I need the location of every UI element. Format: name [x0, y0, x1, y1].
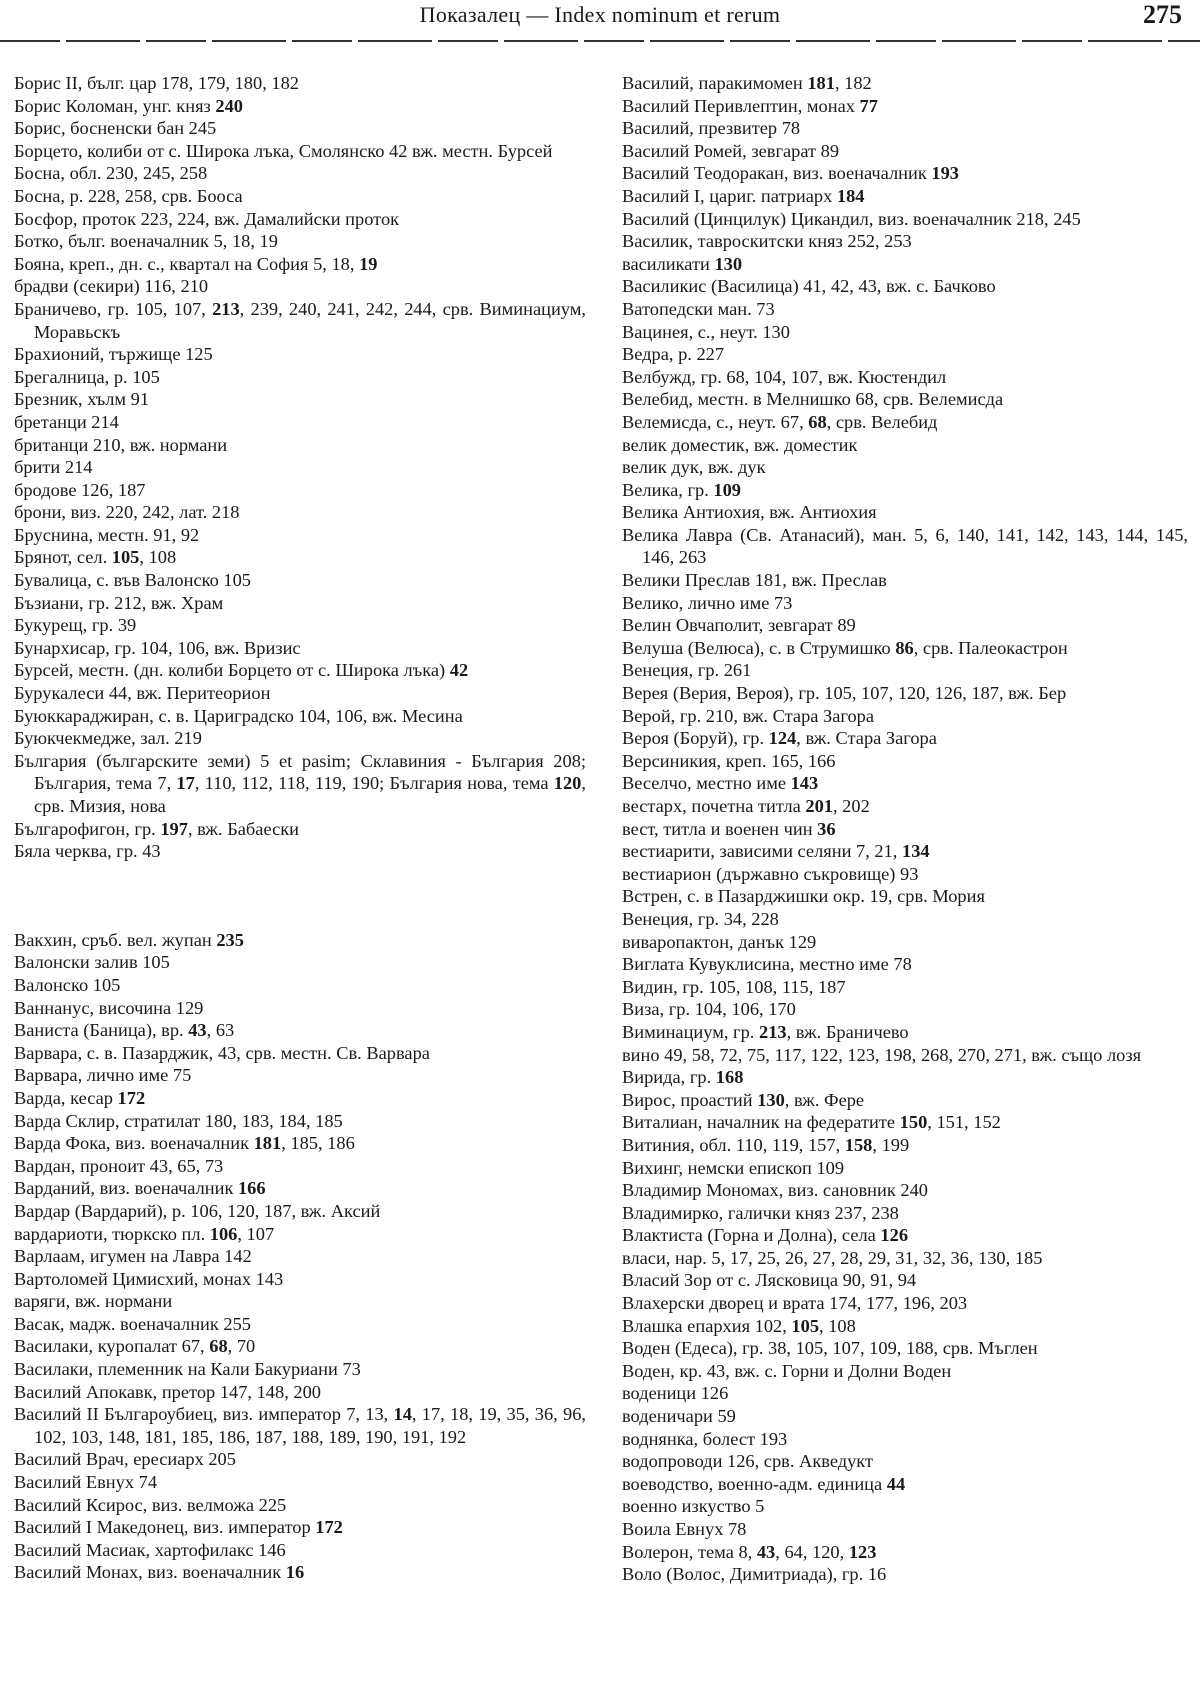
index-entry: Виталиан, началник на федератите 150, 151, 152 — [622, 1112, 1001, 1133]
index-entry: Велика Лавра (Св. Атанасий), ман. 5, 6, 140, 141, 142, 143, 144, 145, 146, 263 — [622, 524, 1188, 568]
index-entry: Ватопедски ман. 73 — [622, 298, 775, 319]
index-entry: воднянка, болест 193 — [622, 1428, 788, 1449]
index-entry: Вирида, гр. 168 — [622, 1067, 744, 1088]
index-entry: Буюкчекмедже, зал. 219 — [14, 728, 202, 749]
index-entry: вардариоти, тюркско пл. 106, 107 — [14, 1223, 275, 1244]
index-entry: Бяла черква, гр. 43 — [14, 841, 161, 862]
index-entry: България (българските земи) 5 et pasim; Склавиния - България 208; България, тема 7, 17, 110, 112, 118, 119, 190; България нова, тема 120, срв. Мизия, нова — [14, 750, 586, 816]
index-entry: Василий Ромей, зевгарат 89 — [622, 140, 840, 161]
index-entry: Вардар (Вардарий), р. 106, 120, 187, вж. Аксий — [14, 1200, 381, 1221]
index-entry: Василий Монах, виз. военачалник 16 — [14, 1562, 305, 1583]
index-entry: Василий I Македонец, виз. император 172 — [14, 1517, 343, 1538]
index-entry: василикати 130 — [622, 253, 743, 274]
index-entry: Брахионий, тържище 125 — [14, 344, 213, 365]
index-entry: Варда Склир, стратилат 180, 183, 184, 185 — [14, 1110, 343, 1131]
index-entry: Българофигон, гр. 197, вж. Бабаески — [14, 818, 300, 839]
index-entry: Варвара, с. в. Пазарджик, 43, срв. местн. Св. Варвара — [14, 1042, 430, 1063]
index-entry: Владимирко, галички княз 237, 238 — [622, 1202, 899, 1223]
index-entry: Бурукалеси 44, вж. Перитеорион — [14, 683, 271, 704]
index-section-v — [14, 929, 586, 1584]
index-entry: Вероя (Боруй), гр. 124, вж. Стара Загора — [622, 728, 937, 749]
index-entry: Велемисда, с., неут. 67, 68, срв. Велебид — [622, 411, 938, 432]
index-entry: Ваниста (Баница), вр. 43, 63 — [14, 1020, 235, 1041]
index-entry: брити 214 — [14, 457, 93, 478]
index-entry: Видин, гр. 105, 108, 115, 187 — [622, 976, 846, 997]
index-entry: Вардан, проноит 43, 65, 73 — [14, 1155, 224, 1176]
index-entry: Владимир Мономах, виз. сановник 240 — [622, 1180, 928, 1201]
index-entry: Василий, презвитер 78 — [622, 118, 801, 139]
index-entry: Воила Евнух 78 — [622, 1519, 747, 1539]
index-entry: виваропактон, данък 129 — [622, 931, 817, 952]
index-entry: вестиарити, зависими селяни 7, 21, 134 — [622, 841, 930, 862]
index-entry: вино 49, 58, 72, 75, 117, 122, 123, 198, 268, 270, 271, вж. също лозя — [622, 1044, 1142, 1065]
index-entry: Василий (Цинцилук) Цикандил, виз. военачалник 218, 245 — [622, 208, 1081, 229]
index-entry: Брегалница, р. 105 — [14, 366, 160, 387]
index-entry: Борцето, колиби от с. Широка лъка, Смолянско 42 вж. местн. Бурсей — [14, 140, 553, 161]
index-entry: Василий Евнух 74 — [14, 1472, 158, 1493]
index-entry: Влактиста (Горна и Долна), села 126 — [622, 1225, 909, 1246]
index-entry: Воден (Едеса), гр. 38, 105, 107, 109, 188, срв. Мъглен — [622, 1338, 1038, 1359]
index-entry: Василаки, куропалат 67, 68, 70 — [14, 1336, 256, 1357]
index-entry: Борис Коломан, унг. княз 240 — [14, 95, 243, 116]
index-entry: водопроводи 126, срв. Акведукт — [622, 1451, 874, 1472]
index-entry: Вирос, проастий 130, вж. Фере — [622, 1089, 865, 1110]
running-head: Показалец — Index nominum et rerum — [419, 2, 781, 27]
index-entry: велик дук, вж. дук — [622, 457, 766, 478]
index-entry: Букурещ, гр. 39 — [14, 615, 137, 636]
index-entry: Велика, гр. 109 — [622, 479, 741, 500]
index-entry: Буюккараджиран, с. в. Цариградско 104, 106, вж. Месина — [14, 705, 463, 726]
index-entry: Влахерски дворец и врата 174, 177, 196, 203 — [622, 1293, 968, 1314]
index-entry: Василикис (Василица) 41, 42, 43, вж. с. Бачково — [622, 276, 996, 297]
index-entry: Вацинея, с., неут. 130 — [622, 321, 790, 342]
index-entry: Варданий, виз. военачалник 166 — [14, 1178, 266, 1199]
index-entry: бретанци 214 — [14, 411, 119, 432]
index-entry: Воден, кр. 43, вж. с. Горни и Долни Воден — [622, 1360, 952, 1381]
header-rule — [0, 40, 1200, 42]
index-entry: Босна, р. 228, 258, срв. Бооса — [14, 185, 243, 206]
index-entry: Велика Антиохия, вж. Антиохия — [622, 502, 877, 523]
index-entry: Босфор, проток 223, 224, вж. Дамалийски проток — [14, 208, 400, 229]
index-entry: Брянот, сел. 105, 108 — [14, 547, 177, 568]
index-entry: Бруснина, местн. 91, 92 — [14, 524, 200, 545]
index-entry: Вакхин, сръб. вел. жупан 235 — [14, 929, 244, 950]
index-entry: военно изкуство 5 — [622, 1496, 765, 1517]
index-entry: Воло (Волос, Димитриада), гр. 16 — [622, 1564, 887, 1585]
index-entry: вест, титла и военен чин 36 — [622, 818, 836, 839]
index-entry: Венеция, гр. 34, 228 — [622, 908, 779, 929]
index-entry: Василий II Българоубиец, виз. император 7, 13, 14, 17, 18, 19, 35, 36, 96, 102, 103, 148, 181, 185, 186, 187, 188, 189, 190, 191, 192 — [14, 1404, 586, 1447]
index-entry: Витиния, обл. 110, 119, 157, 158, 199 — [622, 1134, 910, 1155]
index-entry: Влашка епархия 102, 105, 108 — [622, 1315, 856, 1336]
index-entry: Василик, тавроскитски княз 252, 253 — [622, 231, 912, 252]
index-entry: Василий Теодоракан, виз. военачалник 193 — [622, 163, 959, 184]
index-entry: Бунархисар, гр. 104, 106, вж. Вризис — [14, 637, 301, 658]
index-entry: Ботко, бълг. военачалник 5, 18, 19 — [14, 231, 278, 252]
index-entry: вестарх, почетна титла 201, 202 — [622, 796, 870, 816]
index-entry: варяги, вж. нормани — [14, 1291, 173, 1312]
index-entry: Варлаам, игумен на Лавра 142 — [14, 1246, 252, 1267]
index-entry: Васак, мадж. военачалник 255 — [14, 1313, 252, 1334]
index-entry: Босна, обл. 230, 245, 258 — [14, 163, 208, 184]
index-entry: бродове 126, 187 — [14, 479, 146, 500]
index-entry: Брезник, хълм 91 — [14, 389, 150, 410]
index-entry: Власий Зор от с. Лясковица 90, 91, 94 — [622, 1270, 917, 1291]
index-entry: Велуша (Велюса), с. в Струмишко 86, срв. Палеокастрон — [622, 637, 1068, 658]
index-entry: Версиникия, креп. 165, 166 — [622, 750, 836, 771]
index-entry: Виминациум, гр. 213, вж. Браничево — [622, 1021, 909, 1042]
index-entry: Валонски залив 105 — [14, 952, 170, 973]
index-entry: власи, нар. 5, 17, 25, 26, 27, 28, 29, 31, 32, 36, 130, 185 — [622, 1247, 1043, 1268]
index-entry: Борис II, бълг. цар 178, 179, 180, 182 — [14, 73, 299, 93]
section-gap — [14, 863, 586, 929]
index-entry: Бояна, креп., дн. с., квартал на София 5, 18, 19 — [14, 253, 378, 274]
index-entry: Браничево, гр. 105, 107, 213, 239, 240, 241, 242, 244, срв. Виминациум, Моравьскъ — [14, 298, 586, 342]
page-header — [0, 0, 1200, 40]
index-entry: воеводство, военно-адм. единица 44 — [622, 1473, 906, 1494]
index-entry: Василий, паракимомен 181, 182 — [622, 73, 872, 93]
index-entry: Василий Ксирос, виз. велможа 225 — [14, 1494, 287, 1515]
index-entry: Василий Апокавк, претор 147, 148, 200 — [14, 1381, 321, 1402]
index-entry: Василий Перивлептин, монах 77 — [622, 95, 878, 116]
index-entry: вестиарион (държавно съкровище) 93 — [622, 863, 919, 884]
index-entry: брони, виз. 220, 242, лат. 218 — [14, 502, 240, 523]
index-entry: воденици 126 — [622, 1383, 729, 1404]
index-entry: Василий Врач, ересиарх 205 — [14, 1449, 236, 1470]
index-entry: Вартоломей Цимисхий, монах 143 — [14, 1268, 284, 1289]
index-entry: Бурсей, местн. (дн. колиби Борцето от с. Широка лъка) 42 — [14, 660, 469, 681]
index-entry: Ваннанус, височина 129 — [14, 997, 204, 1018]
index-section-v-continued — [622, 72, 1188, 1586]
index-entry: Веселчо, местно име 143 — [622, 773, 819, 794]
index-entry: Виза, гр. 104, 106, 170 — [622, 999, 796, 1020]
index-entry: Варвара, лично име 75 — [14, 1065, 192, 1086]
index-entry: Велики Преслав 181, вж. Преслав — [622, 570, 887, 591]
index-entry: Велин Овчаполит, зевгарат 89 — [622, 615, 856, 636]
index-entry: брадви (секири) 116, 210 — [14, 276, 209, 297]
index-entry: Василаки, племенник на Кали Бакуриани 73 — [14, 1359, 361, 1380]
index-entry: Виглата Кувуклисина, местно име 78 — [622, 954, 912, 975]
index-entry: Борис, босненски бан 245 — [14, 118, 217, 139]
index-entry: Вихинг, немски епископ 109 — [622, 1157, 845, 1178]
index-entry: Варда, кесар 172 — [14, 1087, 146, 1108]
index-entry: Василий Масиак, хартофилакс 146 — [14, 1539, 286, 1560]
index-entry: Варда Фока, виз. военачалник 181, 185, 186 — [14, 1133, 355, 1154]
index-entry: Бъзиани, гр. 212, вж. Храм — [14, 592, 224, 613]
index-entry: британци 210, вж. нормани — [14, 434, 228, 455]
index-entry: Велико, лично име 73 — [622, 592, 793, 613]
index-entry: воденичари 59 — [622, 1406, 736, 1427]
index-entry: Встрен, с. в Пазарджишки окр. 19, срв. Мория — [622, 886, 985, 907]
right-column — [622, 72, 1188, 1586]
left-column — [14, 72, 586, 1584]
index-entry: Волерон, тема 8, 43, 64, 120, 123 — [622, 1541, 877, 1562]
page-number: 275 — [1143, 0, 1182, 29]
index-entry: Велбужд, гр. 68, 104, 107, вж. Кюстендил — [622, 366, 947, 387]
index-entry: велик доместик, вж. доместик — [622, 434, 858, 455]
index-entry: Валонско 105 — [14, 974, 121, 995]
index-entry: Велебид, местн. в Мелнишко 68, срв. Велемисда — [622, 389, 1004, 410]
index-entry: Бувалица, с. във Валонско 105 — [14, 570, 252, 591]
index-section-b — [14, 72, 586, 863]
index-entry: Верой, гр. 210, вж. Стара Загора — [622, 705, 875, 726]
index-entry: Венеция, гр. 261 — [622, 660, 752, 681]
index-entry: Верея (Верия, Вероя), гр. 105, 107, 120, 126, 187, вж. Бер — [622, 683, 1067, 704]
index-entry: Ведра, р. 227 — [622, 344, 725, 365]
index-entry: Василий I, цариг. патриарх 184 — [622, 185, 865, 206]
